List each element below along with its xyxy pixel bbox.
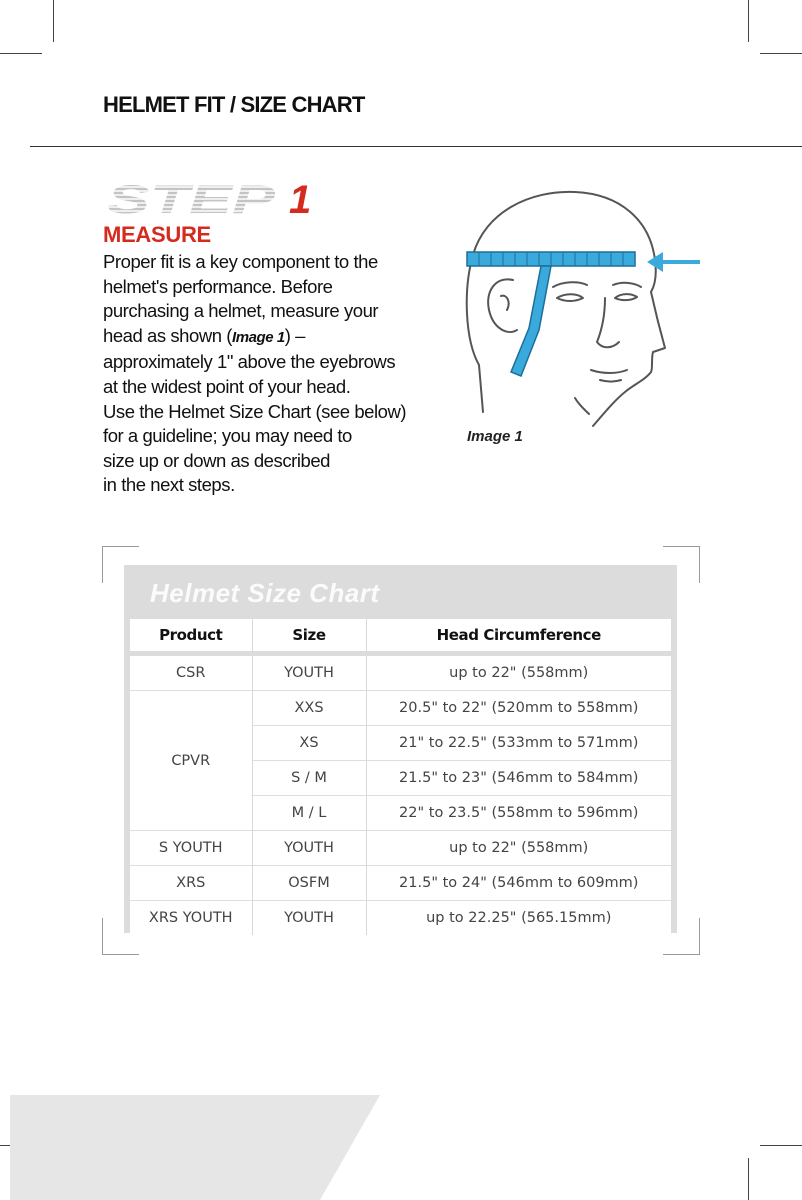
image-reference: Image 1 (232, 328, 285, 346)
size-cell: YOUTH (252, 831, 366, 866)
size-cell: S / M (252, 761, 366, 796)
size-cell: YOUTH (252, 901, 366, 936)
product-cell: CSR (130, 656, 252, 691)
circumference-cell: 22" to 23.5" (558mm to 596mm) (366, 796, 671, 831)
size-cell: XXS (252, 691, 366, 726)
column-header-head-circumference: Head Circumference (436, 626, 601, 644)
step-heading (103, 180, 333, 218)
crop-mark (748, 1158, 749, 1200)
circumference-cell: 21" to 22.5" (533mm to 571mm) (366, 726, 671, 761)
column-header-size: Size (252, 619, 366, 651)
table-row (130, 691, 671, 726)
table-header-row (130, 619, 671, 651)
product-cell: CPVR (130, 691, 252, 831)
step-label: STEP (107, 180, 276, 218)
step-number: 1 (289, 180, 312, 218)
instruction-line: approximately 1" above the eyebrows (103, 351, 396, 373)
size-cell: XS (252, 726, 366, 761)
instruction-line: at the widest point of your head. (103, 375, 351, 397)
product-cell: S YOUTH (130, 831, 252, 866)
instruction-text: head as shown ( (103, 324, 233, 346)
instruction-line: purchasing a helmet, measure your (103, 300, 379, 322)
crop-mark (0, 53, 42, 54)
instruction-line: size up or down as described (103, 449, 331, 471)
size-chart-title: Helmet Size Chart (150, 578, 380, 608)
circumference-cell: up to 22" (558mm) (366, 831, 671, 866)
size-cell: OSFM (252, 866, 366, 901)
instruction-line: in the next steps. (103, 474, 235, 496)
product-cell: XRS YOUTH (130, 901, 252, 936)
circumference-cell: up to 22" (558mm) (366, 656, 671, 691)
size-cell: YOUTH (252, 656, 366, 691)
crop-mark (760, 53, 802, 54)
instruction-line: Proper fit is a key component to the (103, 251, 378, 272)
measure-instructions (103, 250, 453, 498)
table-row (130, 901, 671, 936)
size-chart-table (130, 619, 671, 935)
circumference-cell: 21.5" to 23" (546mm to 584mm) (366, 761, 671, 796)
measuring-tape (467, 252, 635, 376)
circumference-cell: 20.5" to 22" (520mm to 558mm) (366, 691, 671, 726)
image-caption: Image 1 (467, 428, 523, 445)
title-divider (30, 146, 802, 147)
footer-band (10, 1095, 380, 1200)
crop-mark (53, 0, 54, 42)
column-header-product: Product (130, 619, 252, 651)
table-row (130, 831, 671, 866)
head-measure-illustration (455, 180, 715, 440)
page-title: HELMET FIT / SIZE CHART (103, 92, 365, 117)
size-cell: M / L (252, 796, 366, 831)
instruction-line: helmet's performance. Before (103, 275, 333, 297)
circumference-cell: up to 22.25" (565.15mm) (426, 910, 612, 926)
instruction-line: Use the Helmet Size Chart (see below) (103, 400, 407, 422)
circumference-cell: 21.5" to 24" (546mm to 609mm) (366, 866, 671, 901)
crop-mark (760, 1145, 802, 1146)
crop-mark (748, 0, 749, 42)
instruction-line (103, 324, 453, 351)
instruction-text: ) – (284, 324, 305, 346)
table-row (130, 866, 671, 901)
instruction-line: for a guideline; you may need to (103, 425, 352, 447)
product-cell: XRS (130, 866, 252, 901)
table-row (130, 656, 671, 691)
measure-heading: MEASURE (103, 222, 211, 247)
